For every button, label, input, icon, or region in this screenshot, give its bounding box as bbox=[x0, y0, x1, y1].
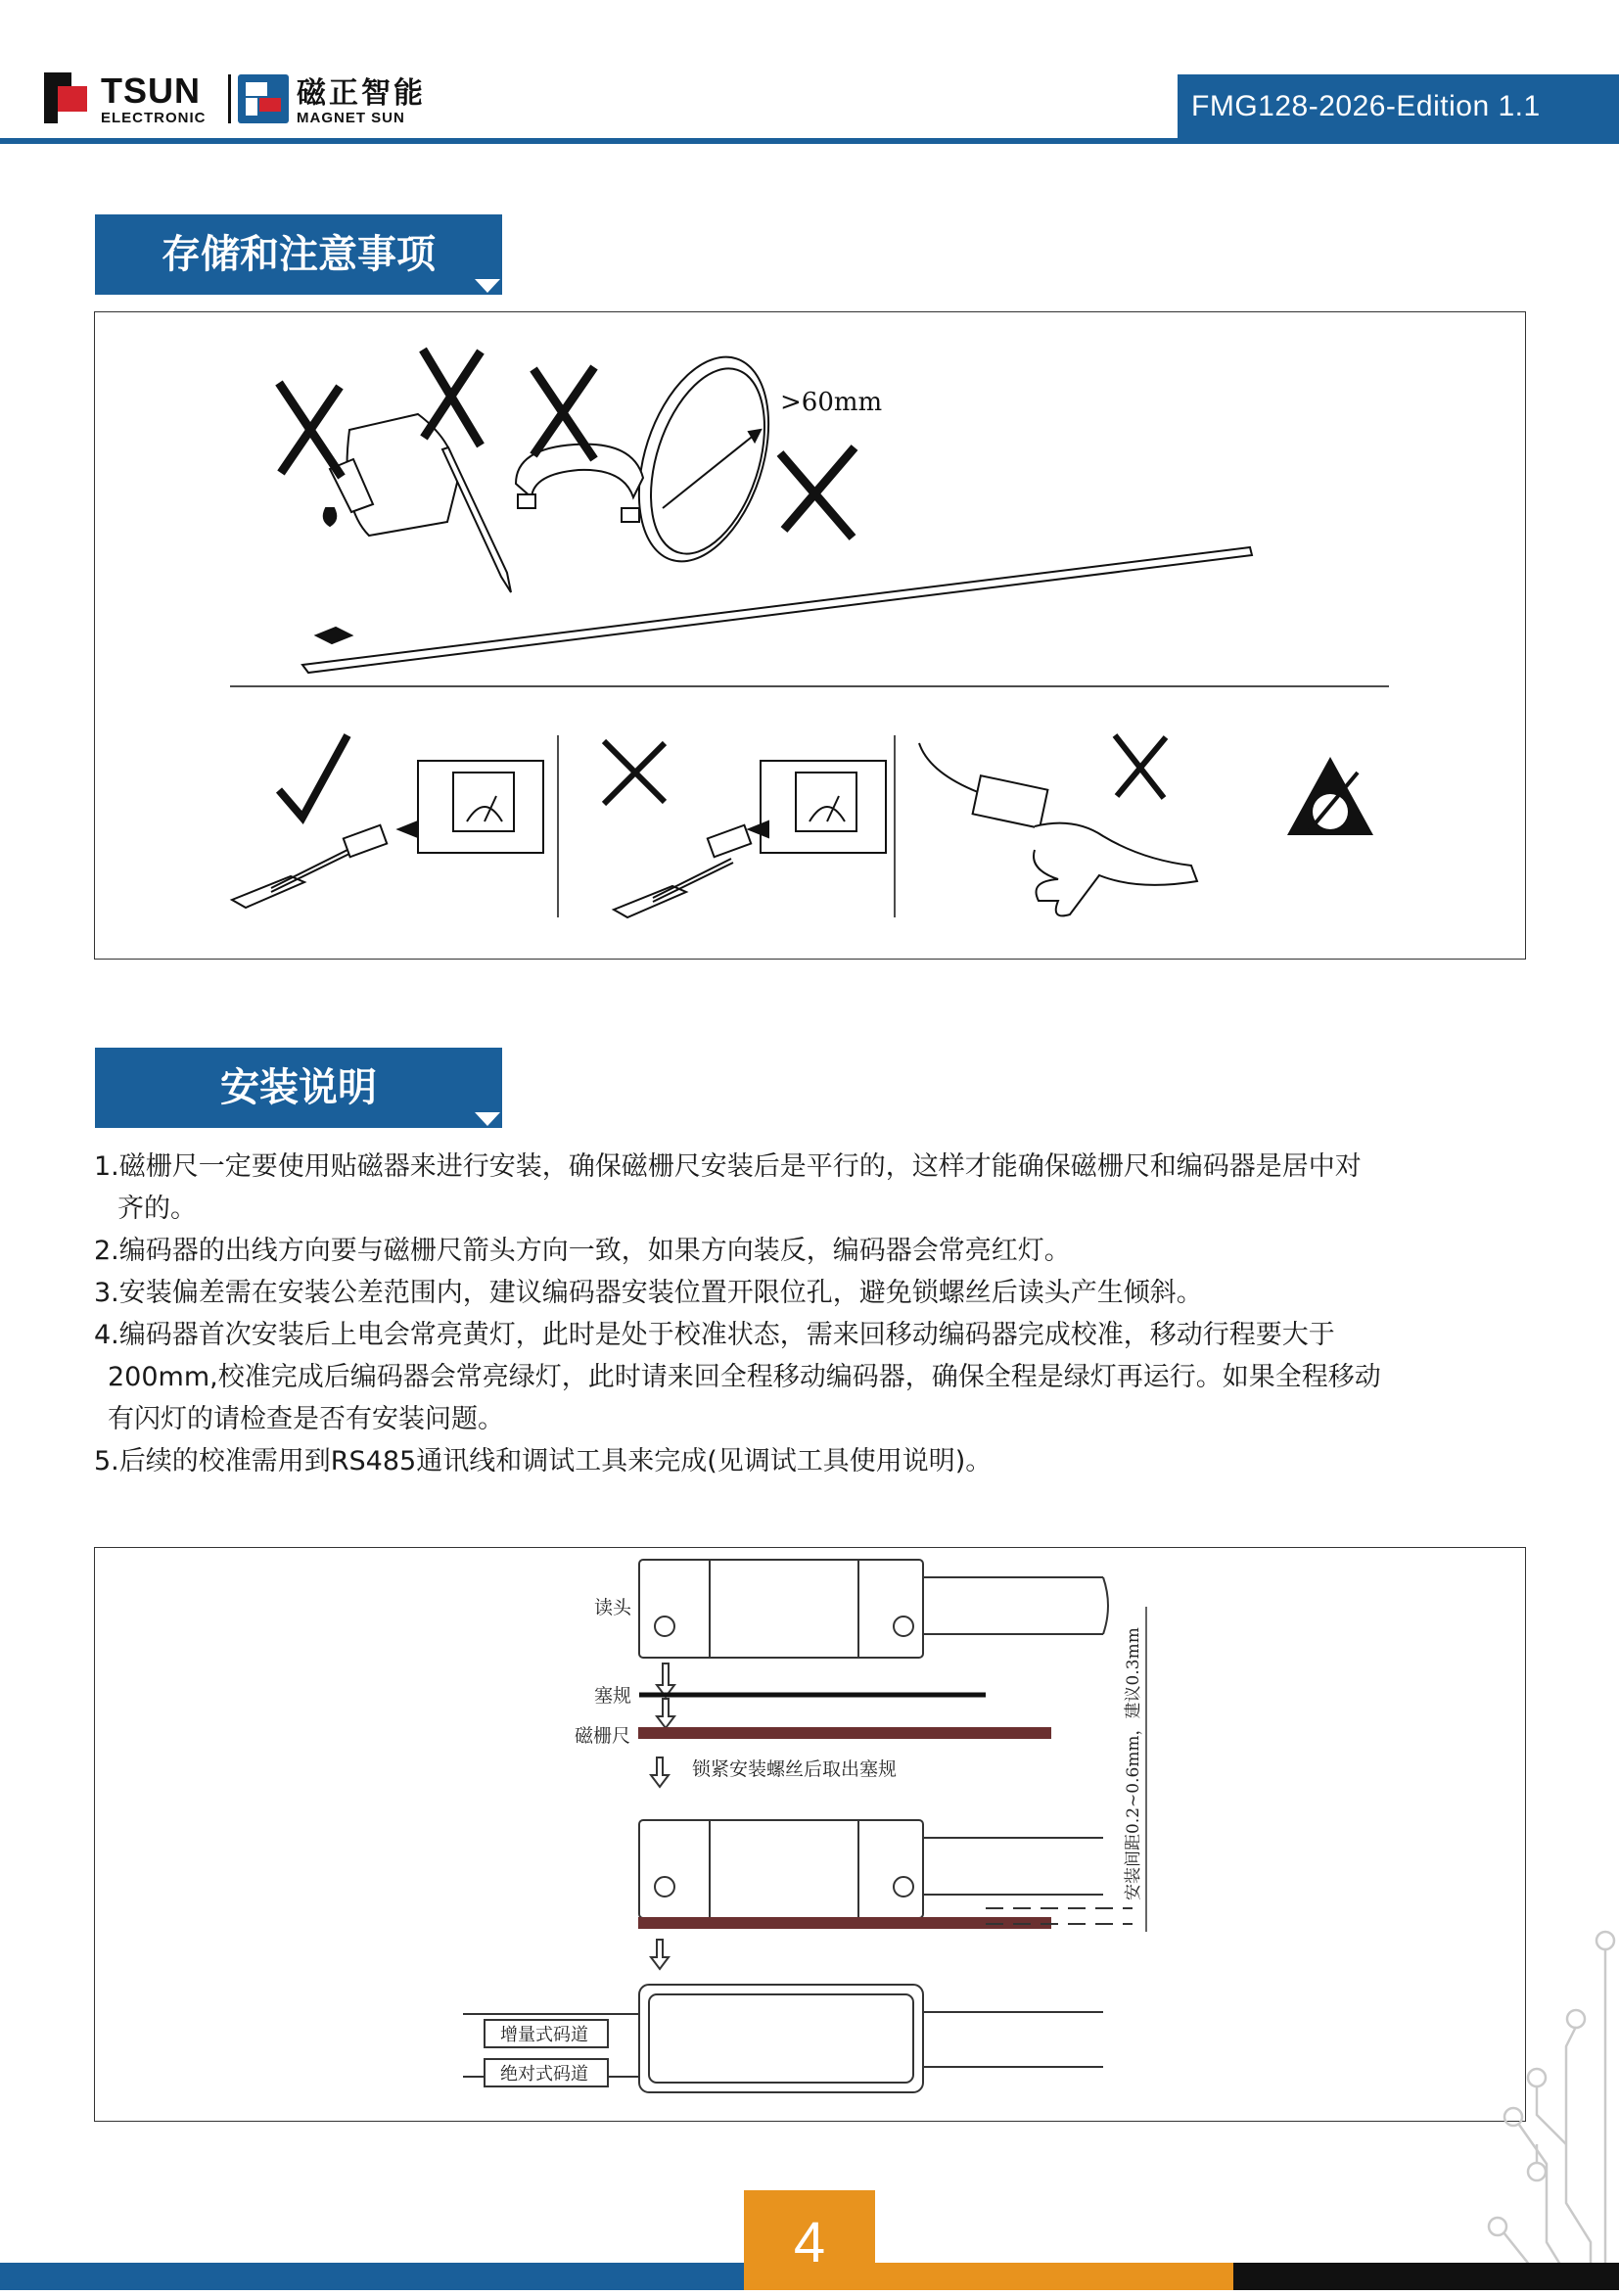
instruction-line: 2.编码器的出线方向要与磁栅尺箭头方向一致，如果方向装反，编码器会常亮红灯。 bbox=[94, 1236, 1071, 1266]
storage-section-header bbox=[95, 214, 502, 295]
gauge-label: 塞规 bbox=[594, 1685, 632, 1707]
storage-illustration-frame bbox=[94, 311, 1526, 960]
header-rule bbox=[0, 138, 1619, 144]
triangle-marker-icon bbox=[475, 1112, 500, 1126]
incremental-track-label: 增量式码道 bbox=[500, 2025, 588, 2045]
triangle-marker-icon bbox=[475, 279, 500, 293]
absolute-track-label: 绝对式码道 bbox=[500, 2064, 588, 2085]
gap-note: 安装间距0.2~0.6mm，建议0.3mm bbox=[1124, 1627, 1143, 1900]
instruction-line: 有闪灯的请检查是否有安装问题。 bbox=[108, 1404, 504, 1434]
logo-cn-sub: MAGNET SUN bbox=[297, 110, 405, 126]
instruction-line: 3.安装偏差需在安装公差范围内，建议编码器安装位置开限位孔，避免锁螺丝后读头产生倾斜。 bbox=[94, 1278, 1203, 1308]
bend-radius-label: >60mm bbox=[780, 388, 883, 417]
instruction-line: 200mm,校准完成后编码器会常亮绿灯，此时请来回全程移动编码器，确保全程是绿灯再运行。如果全程移动 bbox=[108, 1362, 1381, 1392]
instruction-line: 5.后续的校准需用到RS485通讯线和调试工具来完成(见调试工具使用说明)。 bbox=[94, 1446, 993, 1476]
instruction-line: 齐的。 bbox=[117, 1194, 197, 1224]
install-section-title: 安装说明 bbox=[220, 1065, 377, 1110]
company-logo bbox=[44, 69, 455, 133]
circuit-decoration bbox=[1468, 1890, 1619, 2290]
install-instructions bbox=[94, 1146, 1533, 1482]
logo-tsun-sub: ELECTRONIC bbox=[101, 110, 207, 126]
install-section-header bbox=[95, 1048, 502, 1128]
step-note: 锁紧安装螺丝后取出塞规 bbox=[692, 1758, 898, 1780]
reader-label: 读头 bbox=[594, 1597, 632, 1618]
page-number: 4 bbox=[744, 2190, 875, 2290]
install-diagram bbox=[95, 1548, 1524, 2121]
logo-cn-text: 磁正智能 bbox=[297, 76, 426, 111]
logo-tsun-text: TSUN bbox=[101, 70, 201, 111]
instruction-line: 1.磁栅尺一定要使用贴磁器来进行安装，确保磁栅尺安装后是平行的，这样才能确保磁栅尺和编码器是居中对 bbox=[94, 1151, 1362, 1182]
document-code: FMG128-2026-Edition 1.1 bbox=[1178, 74, 1619, 139]
scale-label: 磁栅尺 bbox=[575, 1725, 631, 1747]
footer-bar-black bbox=[1233, 2263, 1619, 2290]
storage-warnings-illustration bbox=[95, 312, 1524, 959]
install-diagram-frame bbox=[94, 1547, 1526, 2122]
instruction-line: 4.编码器首次安装后上电会常亮黄灯，此时是处于校准状态，需来回移动编码器完成校准，移动行程要大于 bbox=[94, 1320, 1335, 1350]
footer-bar-blue bbox=[0, 2263, 744, 2290]
storage-section-title: 存储和注意事项 bbox=[162, 232, 436, 277]
